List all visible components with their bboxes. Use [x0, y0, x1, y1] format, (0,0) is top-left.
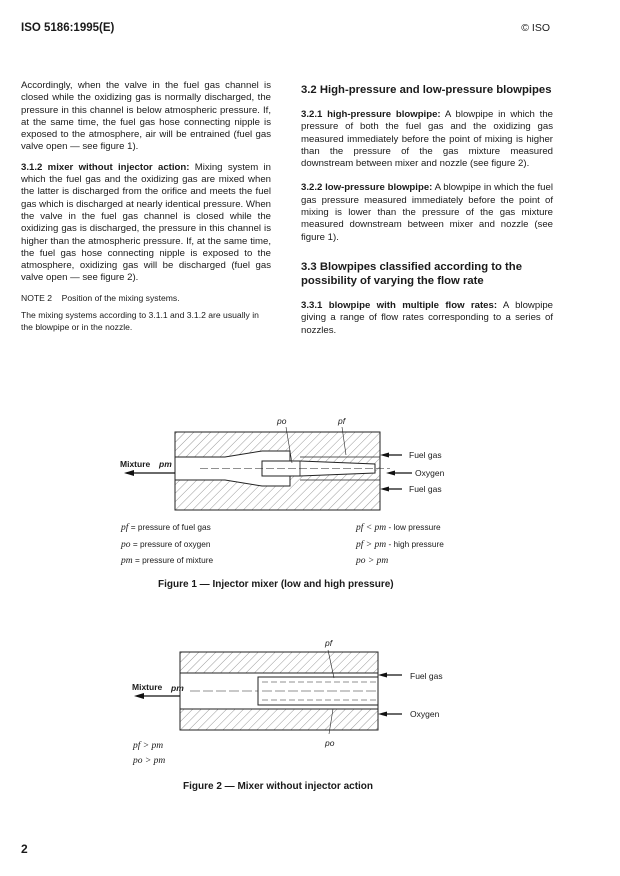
fig1-legend-row: [121, 553, 213, 570]
fig2-pm: pm: [171, 683, 184, 693]
fig2-cond-2: po > pm: [133, 756, 166, 766]
section-3-2-heading: 3.2 High-pressure and low-pressure blowpipes: [301, 84, 552, 96]
fig1-pm: pm: [159, 459, 172, 469]
fig1-legend-text: = pressure of mixture: [134, 555, 214, 565]
section-3-1-2-body: Mixing system in which the fuel gas and the oxidizing gas are mixed when the latter is discharged from the orifice and meets the fuel gas which is discharged at nearly identical pressure. When the valve in the fuel gas channel is closed while the oxidizing gas is discharged, the pressure in this channel is higher than the atmospheric pressure. If, at the same time, the fuel gas hose connecting nipple is exposed to the atmosphere, oxidizing gas will be discharged (fuel gas valve open — see figure 2).: [21, 161, 272, 284]
fig1-legend-row: [356, 537, 444, 554]
fig1-legend-row: [121, 520, 213, 537]
fig2-fuel-gas: Fuel gas: [410, 671, 443, 681]
note-label: NOTE 2: [21, 292, 53, 303]
section-3-3-heading: 3.3 Blowpipes classified according to the possibility of varying the flow rate: [301, 260, 522, 287]
intro-paragraph: Accordingly, when the valve in the fuel gas channel is closed while the oxidizing gas is normally discharged, the pressure in this channel is below atmospheric pressure. If, at the same time, the fuel gas hose connecting nipple is exposed to the atmosphere, air will be entrained (fuel gas valve open — see figure 1).: [21, 80, 271, 153]
fig1-legend-sym: pf < pm: [356, 523, 387, 533]
note-2: [21, 293, 271, 305]
fig1-legend-text: = pressure of fuel gas: [130, 522, 211, 532]
fig1-legend-sym: pf: [121, 523, 129, 533]
fig2-conditions: [133, 738, 165, 768]
note-body: The mixing systems according to 3.1.1 and 3.1.2 are usually in the blowpipe or in the nozzle.: [21, 310, 259, 332]
section-3-2-1: [301, 109, 553, 170]
fig2-mixture-label: Mixture: [132, 682, 163, 692]
section-3-1-2-heading: 3.1.2 mixer without injector action:: [21, 161, 190, 173]
fig1-legend-right: [356, 520, 444, 570]
fig1-legend-text: - high pressure: [388, 538, 444, 549]
fig1-fuel-gas-top: Fuel gas: [409, 450, 442, 460]
fig1-legend-left: [121, 520, 213, 570]
section-3-2-1-body: A blowpipe in which the pressure of both the fuel gas and the oxidizing gas measured immediately before the point of mixing is higher than the pressure of the gas mixture measured downstream between mixer and nozzle (see figure 2).: [301, 109, 553, 170]
section-3-3-1: [301, 300, 553, 337]
section-3-1-2: [21, 162, 271, 285]
fig1-label-pf: pf: [338, 416, 346, 426]
fig1-legend-text: - low pressure: [388, 522, 441, 532]
fig1-legend-sym: po > pm: [356, 556, 389, 566]
left-column: [21, 80, 271, 333]
figure-2-caption: Figure 2 — Mixer without injector action: [183, 781, 374, 792]
figure-1-diagram: [0, 405, 620, 520]
section-3-2-2-body: A blowpipe in which the fuel gas pressure measured immediately before the point of mixing is lower than the pressure of the gas mixture measured downstream between mixer and nozzle (see figure 1).: [301, 182, 553, 243]
section-3-2-1-heading: 3.2.1 high-pressure blowpipe:: [301, 109, 441, 120]
section-3-2-2: [301, 182, 553, 243]
fig2-label-pf: pf: [325, 638, 333, 648]
fig1-oxygen: Oxygen: [415, 468, 445, 478]
fig2-cond-1: pf > pm: [133, 741, 164, 751]
fig2-oxygen: Oxygen: [410, 709, 440, 719]
page-number: 2: [21, 842, 28, 856]
section-3-2-2-heading: 3.2.2 low-pressure blowpipe:: [301, 182, 433, 194]
fig1-legend-row: [356, 553, 444, 570]
fig1-mixture-label: Mixture: [120, 459, 151, 469]
document-id: ISO 5186:1995(E): [21, 22, 115, 34]
section-3-3-1-heading: 3.3.1 blowpipe with multiple flow rates:: [301, 299, 498, 311]
fig1-legend-text: = pressure of oxygen: [132, 538, 211, 549]
section-3-3-1-body: A blowpipe giving a range of flow rates corresponding to a series of nozzles.: [301, 299, 553, 336]
copyright: © ISO: [521, 22, 550, 34]
fig1-legend-sym: pm: [121, 556, 133, 566]
fig1-legend-sym: po: [121, 539, 131, 550]
fig1-fuel-gas-bottom: Fuel gas: [409, 484, 442, 494]
figure-1-caption: Figure 1 — Injector mixer (low and high pressure): [158, 579, 394, 590]
fig1-label-po: po: [277, 416, 287, 426]
figure-2-diagram: [0, 630, 620, 755]
fig2-label-po: po: [325, 738, 335, 748]
right-column: [301, 83, 553, 337]
note-text: Position of the mixing systems.: [61, 292, 180, 303]
fig1-legend-sym: pf > pm: [356, 539, 387, 550]
fig1-legend-row: [121, 537, 213, 554]
fig1-legend-row: [356, 520, 444, 537]
